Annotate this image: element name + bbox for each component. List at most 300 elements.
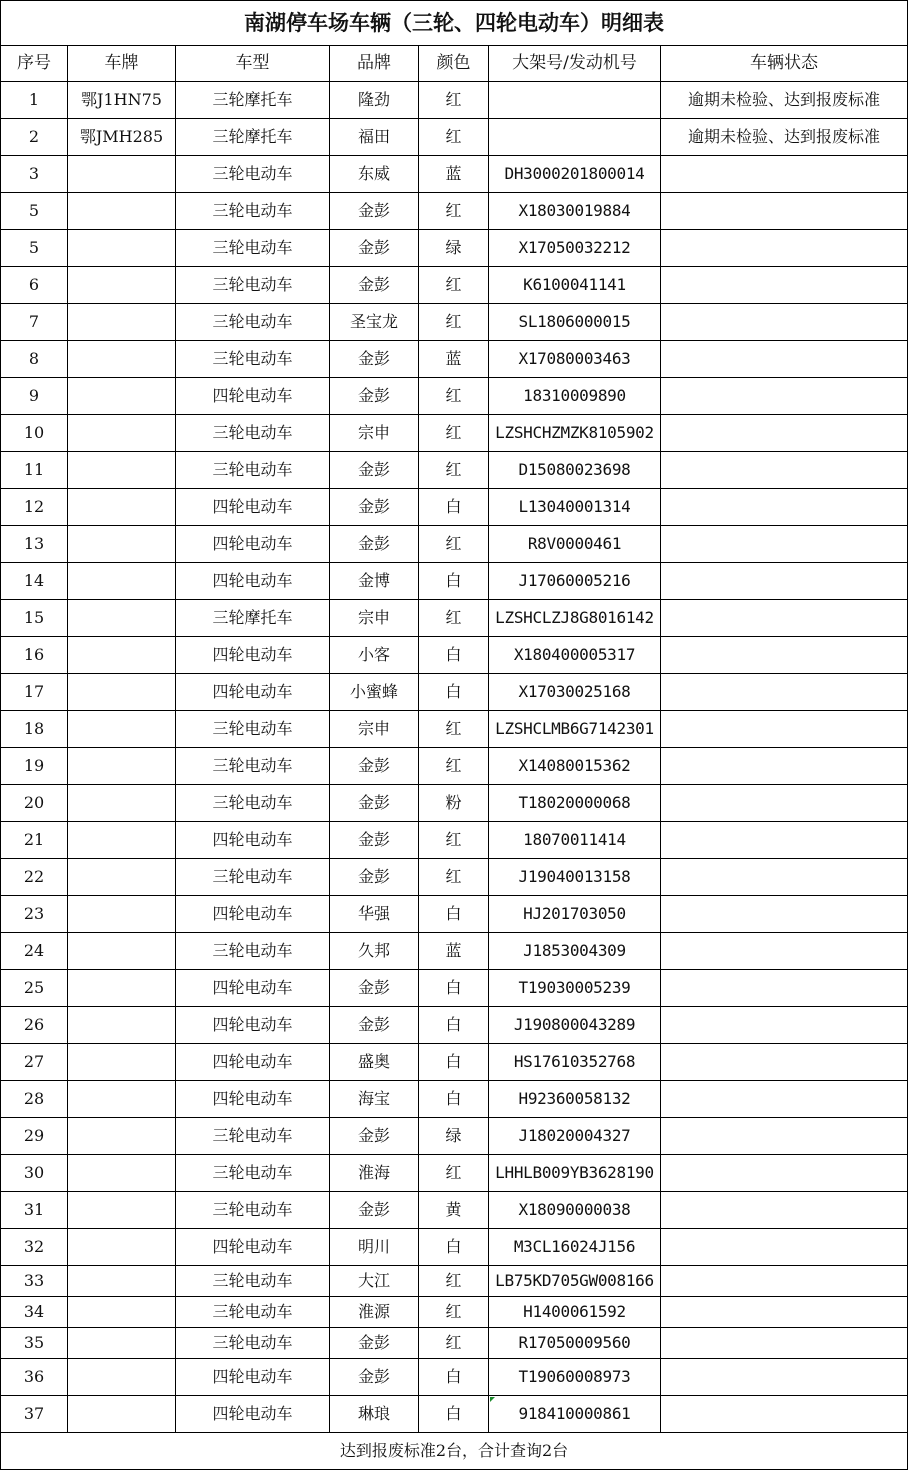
cell-plate[interactable] (68, 341, 176, 378)
cell-type[interactable]: 四轮电动车 (176, 896, 330, 933)
cell-status[interactable] (661, 1396, 908, 1433)
cell-color[interactable]: 白 (419, 1044, 489, 1081)
cell-plate[interactable] (68, 1229, 176, 1266)
cell-seq[interactable]: 17 (1, 674, 68, 711)
cell-brand[interactable]: 金博 (330, 563, 419, 600)
cell-seq[interactable]: 36 (1, 1359, 68, 1396)
table-row (1, 859, 908, 896)
cell-seq[interactable]: 33 (1, 1266, 68, 1297)
cell-status[interactable] (661, 341, 908, 378)
cell-plate[interactable] (68, 526, 176, 563)
cell-color[interactable]: 黄 (419, 1192, 489, 1229)
table-row (1, 563, 908, 600)
cell-frame[interactable]: X17080003463 (489, 341, 661, 378)
cell-type[interactable]: 三轮电动车 (176, 1155, 330, 1192)
cell-type[interactable]: 四轮电动车 (176, 637, 330, 674)
cell-color[interactable]: 红 (419, 304, 489, 341)
cell-color[interactable]: 红 (419, 378, 489, 415)
cell-frame[interactable]: 18310009890 (489, 378, 661, 415)
cell-seq[interactable]: 3 (1, 156, 68, 193)
cell-plate[interactable] (68, 563, 176, 600)
cell-status[interactable] (661, 933, 908, 970)
cell-plate[interactable] (68, 1328, 176, 1359)
cell-color[interactable]: 红 (419, 193, 489, 230)
cell-frame[interactable]: R8V0000461 (489, 526, 661, 563)
cell-plate[interactable]: 鄂JMH285 (68, 119, 176, 156)
cell-type[interactable]: 三轮摩托车 (176, 119, 330, 156)
table-row (1, 711, 908, 748)
table-row (1, 1396, 908, 1433)
cell-brand[interactable]: 金彭 (330, 822, 419, 859)
cell-status[interactable] (661, 304, 908, 341)
cell-seq[interactable]: 5 (1, 230, 68, 267)
cell-seq[interactable]: 20 (1, 785, 68, 822)
cell-plate[interactable] (68, 859, 176, 896)
cell-status[interactable] (661, 230, 908, 267)
cell-color[interactable]: 白 (419, 489, 489, 526)
cell-frame[interactable]: K6100041141 (489, 267, 661, 304)
cell-color[interactable]: 红 (419, 452, 489, 489)
cell-type[interactable]: 三轮电动车 (176, 933, 330, 970)
cell-type[interactable]: 三轮摩托车 (176, 600, 330, 637)
cell-brand[interactable]: 金彭 (330, 970, 419, 1007)
cell-plate[interactable] (68, 1192, 176, 1229)
cell-status[interactable] (661, 563, 908, 600)
cell-seq[interactable]: 27 (1, 1044, 68, 1081)
cell-color[interactable]: 红 (419, 1297, 489, 1328)
cell-frame[interactable]: LZSHCLZJ8G8016142 (489, 600, 661, 637)
cell-type[interactable]: 三轮电动车 (176, 415, 330, 452)
cell-color[interactable]: 红 (419, 600, 489, 637)
cell-type[interactable]: 三轮电动车 (176, 785, 330, 822)
cell-seq[interactable]: 32 (1, 1229, 68, 1266)
cell-frame[interactable]: X17050032212 (489, 230, 661, 267)
cell-plate[interactable] (68, 674, 176, 711)
cell-seq[interactable]: 9 (1, 378, 68, 415)
cell-status[interactable] (661, 1359, 908, 1396)
cell-frame[interactable]: J190800043289 (489, 1007, 661, 1044)
cell-color[interactable]: 红 (419, 119, 489, 156)
cell-brand[interactable]: 淮海 (330, 1155, 419, 1192)
cell-brand[interactable]: 淮源 (330, 1297, 419, 1328)
cell-status[interactable] (661, 674, 908, 711)
cell-seq[interactable]: 7 (1, 304, 68, 341)
table-row (1, 304, 908, 341)
cell-frame[interactable]: L13040001314 (489, 489, 661, 526)
table-row (1, 1118, 908, 1155)
cell-plate[interactable] (68, 933, 176, 970)
table-row (1, 452, 908, 489)
cell-brand[interactable]: 大江 (330, 1266, 419, 1297)
cell-status[interactable] (661, 859, 908, 896)
cell-seq[interactable]: 11 (1, 452, 68, 489)
table-row (1, 193, 908, 230)
cell-frame[interactable]: J17060005216 (489, 563, 661, 600)
cell-status[interactable] (661, 1266, 908, 1297)
cell-color[interactable]: 红 (419, 415, 489, 452)
cell-seq[interactable]: 14 (1, 563, 68, 600)
cell-plate[interactable] (68, 267, 176, 304)
cell-frame[interactable]: X17030025168 (489, 674, 661, 711)
cell-type[interactable]: 四轮电动车 (176, 526, 330, 563)
cell-brand[interactable]: 金彭 (330, 526, 419, 563)
cell-color[interactable]: 白 (419, 1229, 489, 1266)
cell-seq[interactable]: 31 (1, 1192, 68, 1229)
cell-status[interactable] (661, 711, 908, 748)
cell-color[interactable]: 白 (419, 1359, 489, 1396)
cell-brand[interactable]: 小蜜蜂 (330, 674, 419, 711)
cell-brand[interactable]: 久邦 (330, 933, 419, 970)
cell-plate[interactable] (68, 156, 176, 193)
table-row (1, 1081, 908, 1118)
cell-seq[interactable]: 8 (1, 341, 68, 378)
cell-type[interactable]: 四轮电动车 (176, 563, 330, 600)
cell-type[interactable]: 三轮电动车 (176, 341, 330, 378)
cell-brand[interactable]: 金彭 (330, 748, 419, 785)
cell-plate[interactable] (68, 1118, 176, 1155)
cell-type[interactable]: 三轮电动车 (176, 711, 330, 748)
cell-frame[interactable]: X18030019884 (489, 193, 661, 230)
cell-color[interactable]: 蓝 (419, 156, 489, 193)
cell-seq[interactable]: 12 (1, 489, 68, 526)
cell-plate[interactable] (68, 1297, 176, 1328)
cell-seq[interactable]: 5 (1, 193, 68, 230)
cell-status[interactable] (661, 526, 908, 563)
cell-color[interactable]: 白 (419, 1396, 489, 1433)
cell-color[interactable]: 红 (419, 267, 489, 304)
cell-frame[interactable]: T18020000068 (489, 785, 661, 822)
table-row (1, 1297, 908, 1328)
cell-color[interactable]: 白 (419, 563, 489, 600)
cell-brand[interactable]: 小客 (330, 637, 419, 674)
summary-text[interactable]: 达到报废标准2台，合计查询2台 (1, 1433, 908, 1470)
cell-seq[interactable]: 21 (1, 822, 68, 859)
cell-color[interactable]: 红 (419, 748, 489, 785)
cell-status[interactable]: 逾期未检验、达到报废标准 (661, 119, 908, 156)
cell-plate[interactable] (68, 600, 176, 637)
cell-frame[interactable]: D15080023698 (489, 452, 661, 489)
cell-seq[interactable]: 10 (1, 415, 68, 452)
cell-plate[interactable] (68, 637, 176, 674)
cell-status[interactable] (661, 970, 908, 1007)
cell-type[interactable]: 三轮电动车 (176, 1192, 330, 1229)
cell-seq[interactable]: 6 (1, 267, 68, 304)
cell-frame[interactable]: DH3000201800014 (489, 156, 661, 193)
cell-color[interactable]: 白 (419, 1007, 489, 1044)
header-brand[interactable]: 品牌 (330, 46, 419, 82)
table-row (1, 267, 908, 304)
cell-type[interactable]: 三轮电动车 (176, 267, 330, 304)
cell-frame[interactable]: SL1806000015 (489, 304, 661, 341)
cell-status[interactable] (661, 1297, 908, 1328)
cell-brand[interactable]: 琳琅 (330, 1396, 419, 1433)
table-title[interactable]: 南湖停车场车辆（三轮、四轮电动车）明细表 (1, 1, 908, 46)
cell-color[interactable]: 红 (419, 1155, 489, 1192)
cell-frame[interactable]: 918410000861 (489, 1396, 661, 1433)
cell-type[interactable]: 三轮电动车 (176, 1266, 330, 1297)
cell-status[interactable] (661, 1192, 908, 1229)
cell-plate[interactable] (68, 489, 176, 526)
cell-status[interactable]: 逾期未检验、达到报废标准 (661, 82, 908, 119)
cell-brand[interactable]: 宗申 (330, 600, 419, 637)
cell-color[interactable]: 红 (419, 526, 489, 563)
cell-brand[interactable]: 金彭 (330, 1192, 419, 1229)
cell-brand[interactable]: 金彭 (330, 341, 419, 378)
table-row (1, 822, 908, 859)
cell-plate[interactable] (68, 1359, 176, 1396)
cell-status[interactable] (661, 156, 908, 193)
cell-seq[interactable]: 29 (1, 1118, 68, 1155)
cell-status[interactable] (661, 415, 908, 452)
cell-brand[interactable]: 金彭 (330, 1118, 419, 1155)
table-row (1, 1328, 908, 1359)
header-type[interactable]: 车型 (176, 46, 330, 82)
table-row (1, 156, 908, 193)
cell-frame[interactable]: H1400061592 (489, 1297, 661, 1328)
cell-status[interactable] (661, 489, 908, 526)
cell-seq[interactable]: 25 (1, 970, 68, 1007)
cell-color[interactable]: 红 (419, 1328, 489, 1359)
cell-type[interactable]: 三轮电动车 (176, 1297, 330, 1328)
cell-seq[interactable]: 15 (1, 600, 68, 637)
cell-brand[interactable]: 金彭 (330, 1359, 419, 1396)
cell-status[interactable] (661, 1081, 908, 1118)
cell-color[interactable]: 红 (419, 859, 489, 896)
cell-seq[interactable]: 37 (1, 1396, 68, 1433)
cell-plate[interactable] (68, 970, 176, 1007)
cell-brand[interactable]: 隆劲 (330, 82, 419, 119)
cell-seq[interactable]: 30 (1, 1155, 68, 1192)
cell-brand[interactable]: 明川 (330, 1229, 419, 1266)
cell-frame[interactable]: X180400005317 (489, 637, 661, 674)
cell-plate[interactable] (68, 1044, 176, 1081)
title-row (1, 1, 908, 46)
footer-row (1, 1433, 908, 1470)
table-row (1, 415, 908, 452)
cell-type[interactable]: 四轮电动车 (176, 1396, 330, 1433)
cell-brand[interactable]: 金彭 (330, 378, 419, 415)
cell-brand[interactable]: 海宝 (330, 1081, 419, 1118)
cell-plate[interactable] (68, 896, 176, 933)
cell-seq[interactable]: 13 (1, 526, 68, 563)
table-row (1, 1192, 908, 1229)
table-row (1, 637, 908, 674)
cell-brand[interactable]: 福田 (330, 119, 419, 156)
cell-status[interactable] (661, 748, 908, 785)
cell-type[interactable]: 三轮摩托车 (176, 82, 330, 119)
cell-frame[interactable] (489, 82, 661, 119)
cell-type[interactable]: 四轮电动车 (176, 378, 330, 415)
cell-frame[interactable]: J1853004309 (489, 933, 661, 970)
cell-seq[interactable]: 2 (1, 119, 68, 156)
cell-brand[interactable]: 金彭 (330, 193, 419, 230)
cell-seq[interactable]: 22 (1, 859, 68, 896)
cell-frame[interactable]: 18070011414 (489, 822, 661, 859)
cell-color[interactable]: 蓝 (419, 933, 489, 970)
cell-frame[interactable]: LZSHCHZMZK8105902 (489, 415, 661, 452)
cell-color[interactable]: 白 (419, 896, 489, 933)
cell-type[interactable]: 三轮电动车 (176, 748, 330, 785)
cell-plate[interactable] (68, 378, 176, 415)
cell-plate[interactable] (68, 1396, 176, 1433)
header-plate[interactable]: 车牌 (68, 46, 176, 82)
cell-color[interactable]: 白 (419, 637, 489, 674)
cell-brand[interactable]: 金彭 (330, 859, 419, 896)
table-row (1, 896, 908, 933)
cell-frame[interactable]: LB75KD705GW008166 (489, 1266, 661, 1297)
cell-brand[interactable]: 金彭 (330, 230, 419, 267)
table-row (1, 1266, 908, 1297)
cell-plate[interactable] (68, 1266, 176, 1297)
cell-plate[interactable] (68, 415, 176, 452)
cell-type[interactable]: 三轮电动车 (176, 452, 330, 489)
cell-color[interactable]: 红 (419, 822, 489, 859)
cell-color[interactable]: 白 (419, 970, 489, 1007)
cell-plate[interactable] (68, 230, 176, 267)
cell-brand[interactable]: 金彭 (330, 452, 419, 489)
cell-color[interactable]: 白 (419, 674, 489, 711)
cell-status[interactable] (661, 896, 908, 933)
cell-color[interactable]: 红 (419, 1266, 489, 1297)
cell-status[interactable] (661, 1118, 908, 1155)
cell-status[interactable] (661, 785, 908, 822)
cell-status[interactable] (661, 1229, 908, 1266)
cell-type[interactable]: 四轮电动车 (176, 822, 330, 859)
cell-type[interactable]: 四轮电动车 (176, 1359, 330, 1396)
cell-frame[interactable]: M3CL16024J156 (489, 1229, 661, 1266)
cell-color[interactable]: 绿 (419, 230, 489, 267)
cell-status[interactable] (661, 1155, 908, 1192)
cell-plate[interactable] (68, 1155, 176, 1192)
cell-frame[interactable]: T19060008973 (489, 1359, 661, 1396)
cell-type[interactable]: 三轮电动车 (176, 1118, 330, 1155)
cell-type[interactable]: 三轮电动车 (176, 156, 330, 193)
cell-color[interactable]: 粉 (419, 785, 489, 822)
table-row (1, 1155, 908, 1192)
cell-brand[interactable]: 金彭 (330, 489, 419, 526)
cell-seq[interactable]: 28 (1, 1081, 68, 1118)
cell-status[interactable] (661, 193, 908, 230)
cell-plate[interactable] (68, 452, 176, 489)
cell-seq[interactable]: 24 (1, 933, 68, 970)
header-frame[interactable]: 大架号/发动机号 (489, 46, 661, 82)
cell-type[interactable]: 四轮电动车 (176, 674, 330, 711)
cell-frame[interactable]: J18020004327 (489, 1118, 661, 1155)
cell-color[interactable]: 白 (419, 1081, 489, 1118)
table-row (1, 1007, 908, 1044)
cell-brand[interactable]: 东威 (330, 156, 419, 193)
cell-status[interactable] (661, 1044, 908, 1081)
table-row (1, 1229, 908, 1266)
cell-status[interactable] (661, 600, 908, 637)
table-row (1, 1044, 908, 1081)
cell-seq[interactable]: 35 (1, 1328, 68, 1359)
cell-type[interactable]: 四轮电动车 (176, 1229, 330, 1266)
cell-status[interactable] (661, 637, 908, 674)
cell-frame[interactable]: HS17610352768 (489, 1044, 661, 1081)
cell-seq[interactable]: 19 (1, 748, 68, 785)
cell-type[interactable]: 三轮电动车 (176, 859, 330, 896)
table-body (1, 1, 908, 1470)
header-seq[interactable]: 序号 (1, 46, 68, 82)
cell-type[interactable]: 四轮电动车 (176, 1044, 330, 1081)
cell-color[interactable]: 红 (419, 82, 489, 119)
cell-color[interactable]: 红 (419, 711, 489, 748)
cell-status[interactable] (661, 822, 908, 859)
cell-type[interactable]: 三轮电动车 (176, 1328, 330, 1359)
cell-type[interactable]: 四轮电动车 (176, 1007, 330, 1044)
cell-type[interactable]: 三轮电动车 (176, 304, 330, 341)
cell-type[interactable]: 四轮电动车 (176, 489, 330, 526)
cell-frame[interactable]: X18090000038 (489, 1192, 661, 1229)
cell-seq[interactable]: 23 (1, 896, 68, 933)
cell-plate[interactable] (68, 785, 176, 822)
table-row (1, 970, 908, 1007)
cell-frame[interactable]: HJ201703050 (489, 896, 661, 933)
cell-status[interactable] (661, 452, 908, 489)
cell-frame[interactable] (489, 119, 661, 156)
cell-brand[interactable]: 金彭 (330, 785, 419, 822)
cell-plate[interactable] (68, 1007, 176, 1044)
table-row (1, 230, 908, 267)
header-color[interactable]: 颜色 (419, 46, 489, 82)
cell-status[interactable] (661, 1328, 908, 1359)
cell-frame[interactable]: X14080015362 (489, 748, 661, 785)
cell-frame[interactable]: LZSHCLMB6G7142301 (489, 711, 661, 748)
cell-seq[interactable]: 1 (1, 82, 68, 119)
cell-brand[interactable]: 金彭 (330, 1328, 419, 1359)
table-row (1, 674, 908, 711)
cell-type[interactable]: 三轮电动车 (176, 193, 330, 230)
cell-status[interactable] (661, 1007, 908, 1044)
cell-seq[interactable]: 16 (1, 637, 68, 674)
cell-brand[interactable]: 金彭 (330, 1007, 419, 1044)
table-row (1, 1359, 908, 1396)
cell-brand[interactable]: 圣宝龙 (330, 304, 419, 341)
cell-plate[interactable] (68, 748, 176, 785)
cell-frame[interactable]: J19040013158 (489, 859, 661, 896)
cell-frame[interactable]: R17050009560 (489, 1328, 661, 1359)
header-status[interactable]: 车辆状态 (661, 46, 908, 82)
cell-frame[interactable]: LHHLB009YB3628190 (489, 1155, 661, 1192)
cell-plate[interactable] (68, 193, 176, 230)
cell-plate[interactable] (68, 304, 176, 341)
cell-plate[interactable] (68, 1081, 176, 1118)
cell-brand[interactable]: 宗申 (330, 415, 419, 452)
cell-plate[interactable]: 鄂J1HN75 (68, 82, 176, 119)
cell-status[interactable] (661, 378, 908, 415)
cell-color[interactable]: 蓝 (419, 341, 489, 378)
cell-color[interactable]: 绿 (419, 1118, 489, 1155)
cell-frame[interactable]: H92360058132 (489, 1081, 661, 1118)
cell-brand[interactable]: 盛奥 (330, 1044, 419, 1081)
cell-status[interactable] (661, 267, 908, 304)
cell-type[interactable]: 四轮电动车 (176, 1081, 330, 1118)
cell-brand[interactable]: 华强 (330, 896, 419, 933)
table-row (1, 489, 908, 526)
cell-type[interactable]: 四轮电动车 (176, 970, 330, 1007)
cell-seq[interactable]: 18 (1, 711, 68, 748)
cell-brand[interactable]: 宗申 (330, 711, 419, 748)
cell-type[interactable]: 三轮电动车 (176, 230, 330, 267)
cell-brand[interactable]: 金彭 (330, 267, 419, 304)
cell-frame[interactable]: T19030005239 (489, 970, 661, 1007)
header-row (1, 46, 908, 82)
cell-seq[interactable]: 26 (1, 1007, 68, 1044)
cell-plate[interactable] (68, 822, 176, 859)
cell-seq[interactable]: 34 (1, 1297, 68, 1328)
cell-plate[interactable] (68, 711, 176, 748)
